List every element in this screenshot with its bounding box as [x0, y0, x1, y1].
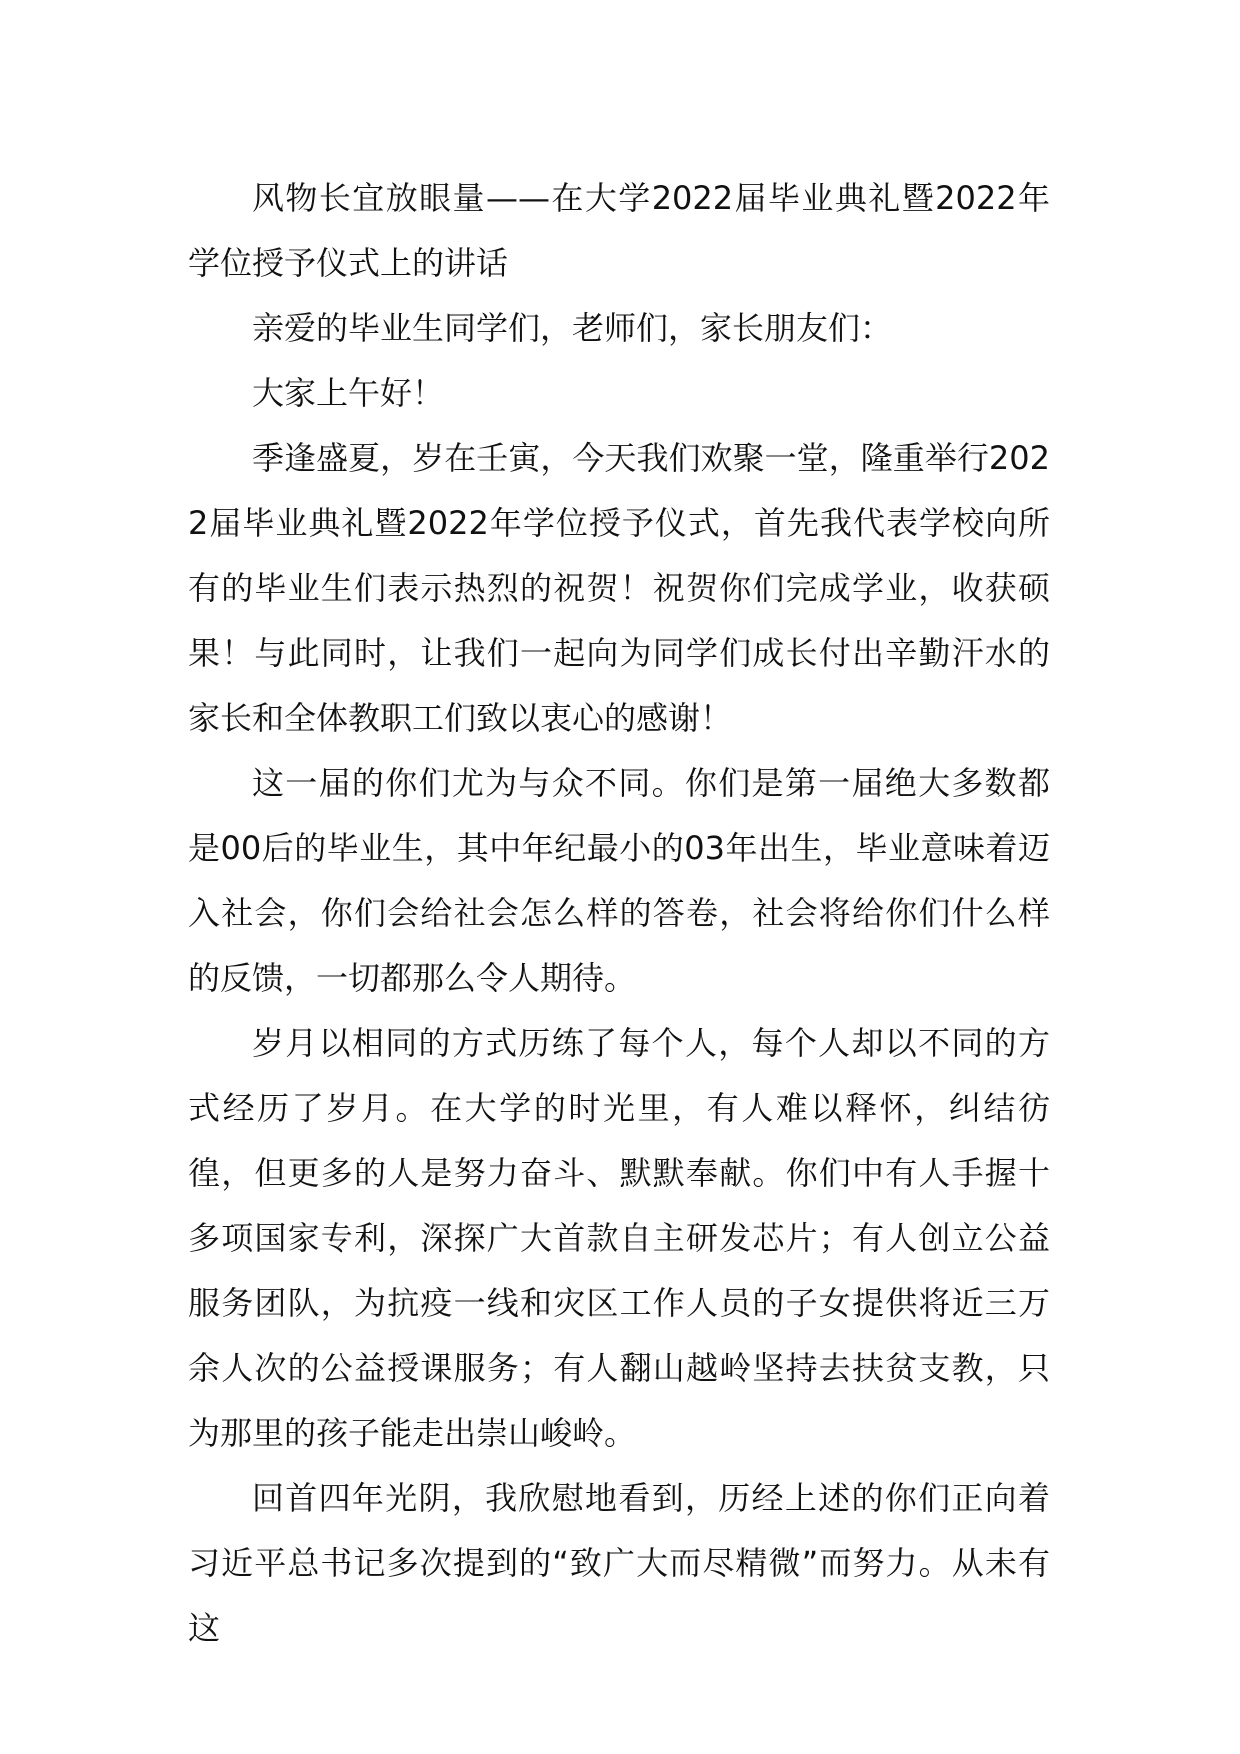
- body-paragraph: 岁月以相同的方式历练了每个人，每个人却以不同的方式经历了岁月。在大学的时光里，有人难以释怀，纠结彷徨，但更多的人是努力奋斗、默默奉献。你们中有人手握十多项国家专利，深探广大首款自主研发芯片；有人创立公益服务团队，为抗疫一线和灾区工作人员的子女提供将近三万余人次的公益授课服务；有人翻山越岭坚持去扶贫支教，只为那里的孩子能走出崇山峻岭。: [188, 1024, 1050, 1452]
- body-paragraph: 这一届的你们尤为与众不同。你们是第一届绝大多数都是00后的毕业生，其中年纪最小的03年出生，毕业意味着迈入社会，你们会给社会怎么样的答卷，社会将给你们什么样的反馈，一切都那么令人期待。: [188, 764, 1050, 997]
- body-paragraph: 季逢盛夏，岁在壬寅，今天我们欢聚一堂，隆重举行2022届毕业典礼暨2022年学位授予仪式，首先我代表学校向所有的毕业生们表示热烈的祝贺！祝贺你们完成学业，收获硕果！与此同时，让我们一起向为同学们成长付出辛勤汗水的家长和全体教职工们致以衷心的感谢！: [188, 439, 1050, 737]
- salutation-paragraph: 大家上午好！: [252, 374, 445, 412]
- body-paragraph: 回首四年光阴，我欣慰地看到，历经上述的你们正向着习近平总书记多次提到的“致广大而尽精微”而努力。从未有这: [188, 1479, 1050, 1647]
- document-body: [188, 166, 1050, 1661]
- document-title: 风物长宜放眼量——在大学2022届毕业典礼暨2022年学位授予仪式上的讲话: [188, 179, 1050, 282]
- greeting-paragraph: 亲爱的毕业生同学们，老师们，家长朋友们：: [252, 309, 893, 347]
